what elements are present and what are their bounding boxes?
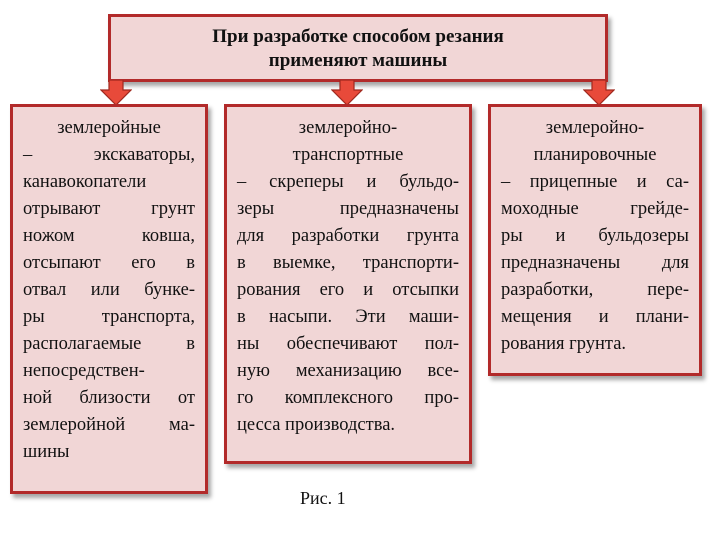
column-text-line: отрывают грунт — [23, 199, 195, 219]
column-text-line: зеры предназначены — [237, 199, 459, 219]
column-text-line: в насыпи. Эти маши- — [237, 307, 459, 327]
column-text-line: мещения и плани- — [501, 307, 689, 327]
column-text-line: – экскаваторы, — [23, 145, 195, 165]
column-text-line: цесса производства. — [237, 415, 396, 435]
column-text-line: в выемке, транспорти- — [237, 253, 459, 273]
column-text-line: канавокопатели — [23, 172, 147, 192]
column-content — [227, 107, 469, 439]
column-text-line: – скреперы и бульдо- — [237, 172, 459, 192]
column-text-line: рования его и отсыпки — [237, 280, 459, 300]
column-text-line: ны обеспечивают пол- — [237, 334, 459, 354]
top-heading-line-1: При разработке способом резания — [212, 26, 504, 47]
column-text-line: ной близости от — [23, 388, 195, 408]
column-text-line: отсыпают его в — [23, 253, 195, 273]
top-heading-box — [108, 14, 608, 82]
column-box-earthmoving — [10, 104, 208, 494]
column-text-line: шины — [23, 442, 70, 462]
column-title-line: планировочные — [533, 145, 657, 165]
column-text-line: го комплексного про- — [237, 388, 459, 408]
column-content — [491, 107, 699, 358]
arrow-down-icon — [100, 80, 132, 106]
top-heading-line-2: применяют машины — [268, 50, 448, 71]
column-title-line: землеройные — [57, 118, 161, 138]
column-text-line: – прицепные и са- — [501, 172, 689, 192]
column-box-earthmoving-transport — [224, 104, 472, 464]
column-text-line: рования грунта. — [501, 334, 627, 354]
column-text-line: непосредствен- — [23, 361, 145, 381]
column-content — [13, 107, 205, 466]
column-text-line: предназначены для — [501, 253, 689, 273]
arrow-down-icon — [583, 80, 615, 106]
column-box-earthmoving-grading — [488, 104, 702, 376]
column-text-line: отвал или бунке- — [23, 280, 195, 300]
column-text-line: разработки, пере- — [501, 280, 689, 300]
column-title-line: транспортные — [292, 145, 404, 165]
column-text-line: располагаемые в — [23, 334, 195, 354]
figure-caption: Рис. 1 — [300, 488, 346, 508]
column-text-line: ножом ковша, — [23, 226, 195, 246]
column-text-line: для разработки грунта — [237, 226, 459, 246]
column-text-line: ную механизацию все- — [237, 361, 459, 381]
column-text-line: моходные грейде- — [501, 199, 689, 219]
column-title-line: землеройно- — [545, 118, 645, 138]
column-text-line: ры и бульдозеры — [501, 226, 689, 246]
column-title-line: землеройно- — [298, 118, 398, 138]
arrow-down-icon — [331, 80, 363, 106]
column-text-line: ры транспорта, — [23, 307, 195, 327]
column-text-line: землеройной ма- — [23, 415, 195, 435]
